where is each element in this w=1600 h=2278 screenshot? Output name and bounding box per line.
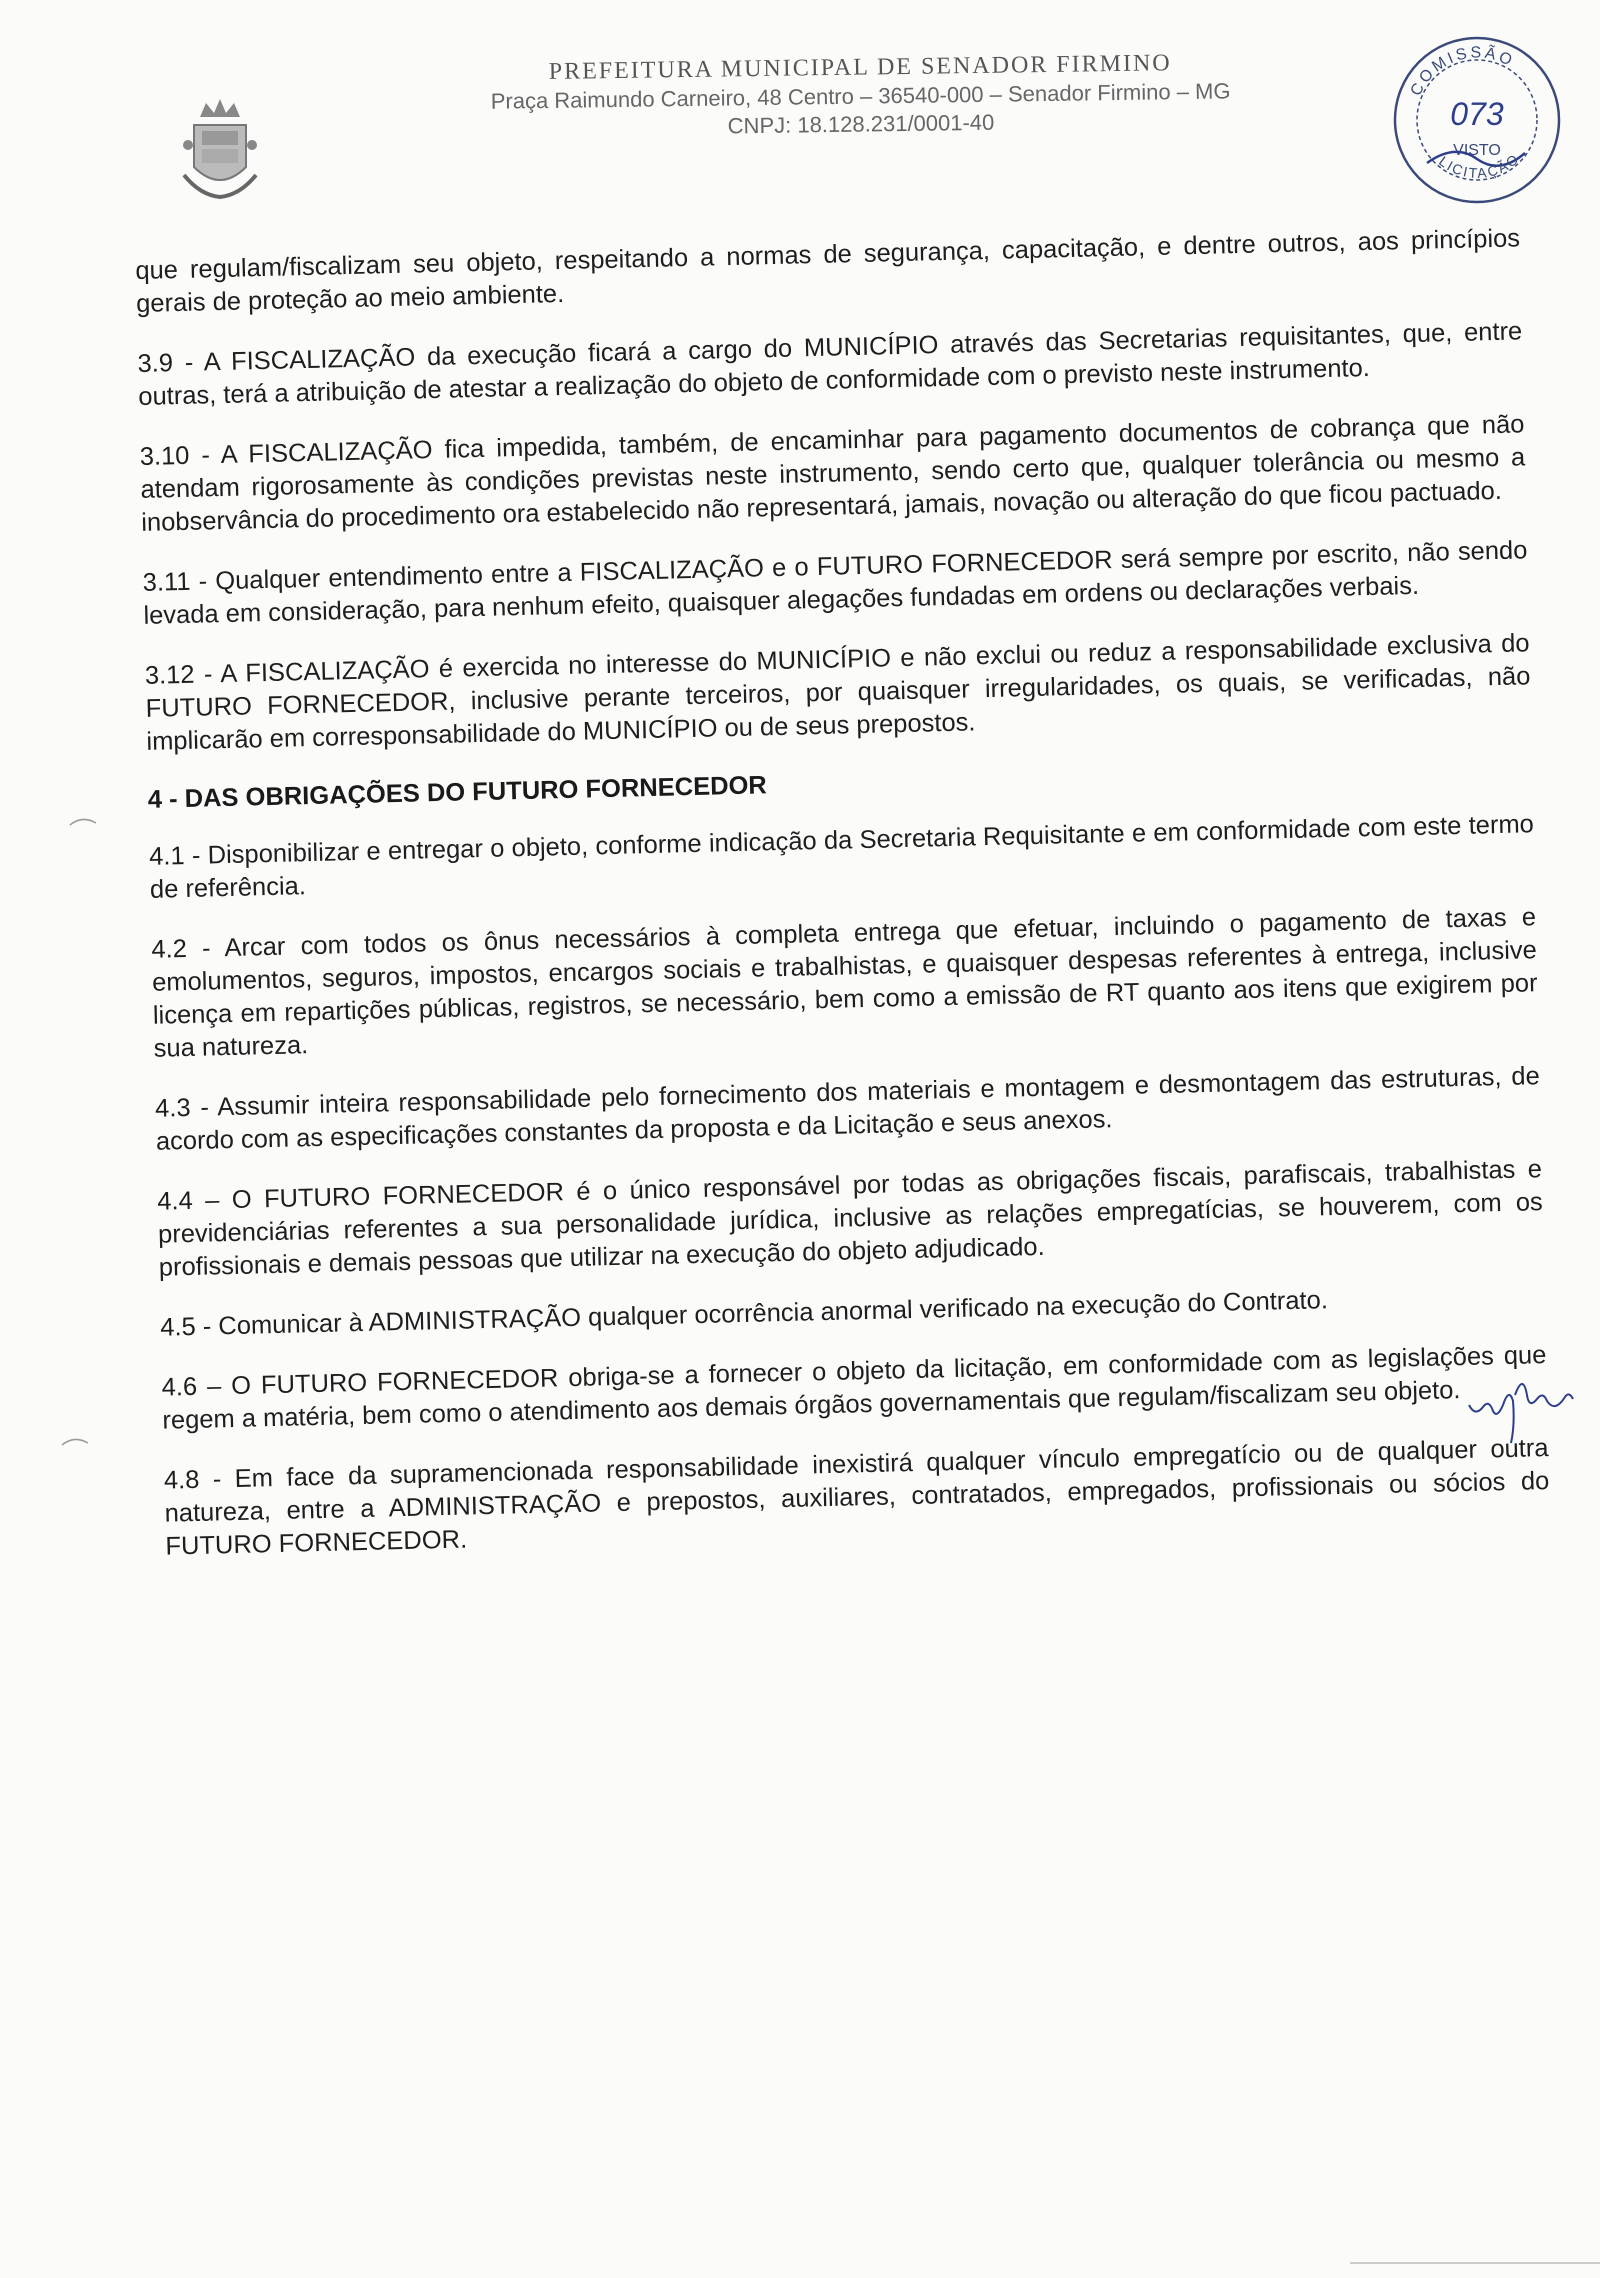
footer-rule [1350,2262,1600,2264]
clause-4-4: 4.4 – O FUTURO FORNECEDOR é o único responsável por todas as obrigações fiscais, parafiscais, trabalhistas e previdenciárias referentes a sua personalidade jurídica, inclusive as relações empregatícias, se houverem, com os profissionais e demais pessoas que utilizar na execução do objeto adjudicado. [156,1155,1544,1282]
handwritten-initials-signature [1465,1365,1575,1445]
municipality-address: Praça Raimundo Carneiro, 48 Centro – 36540-000 – Senador Firmino – MG [490,78,1231,114]
clause-4-1: 4.1 - Disponibilizar e entregar o objeto, conforme indicação da Secretaria Requisitante e em conformidade com este termo de referência. [148,810,1535,904]
municipality-cnpj: CNPJ: 18.128.231/0001-40 [727,109,995,139]
margin-tick-mark [68,815,98,827]
margin-tick-mark [60,1435,90,1447]
clause-4-8: 4.8 - Em face da supramencionada responsabilidade inexistirá qualquer vínculo empregatício ou de qualquer outra natureza, entre a ADMINISTRAÇÃO e prepostos, auxiliares, contratados, empregados, profissionais ou sócios do FUTURO FORNECEDOR. [163,1434,1550,1561]
clause-4-2: 4.2 - Arcar com todos os ônus necessários à completa entrega que efetuar, incluindo o pagamento de taxas e emolumentos, seguros, impostos, encargos sociais e trabalhistas, e quaisquer despesas referentes à entrega, inclusive licença em repartições públicas, registros, se necessário, bem como a emissão de RT quanto aos itens que exigirem por sua natureza. [151,903,1538,1063]
stamp-top-text: COMISSÃO [1407,44,1518,99]
paragraph-continuation: que regulam/fiscalizam seu objeto, respeitando a normas de segurança, capacitação, e dentre outros, aos princípios gerais de proteção ao meio ambiente. [135,224,1521,318]
commission-stamp [1385,25,1570,210]
letterhead-text [400,42,1321,146]
document-body [135,222,1551,1590]
clause-3-12: 3.12 - A FISCALIZAÇÃO é exercida no interesse do MUNICÍPIO e não exclui ou reduz a responsabilidade exclusiva do FUTURO FORNECEDOR, inclusive perante terceiros, por quaisquer irregularidades, os quais, se verificadas, não implicarão em corresponsabilidade do MUNICÍPIO ou de seus prepostos. [144,629,1531,756]
clause-3-9: 3.9 - A FISCALIZAÇÃO da execução ficará a cargo do MUNICÍPIO através das Secretarias requisitantes, que, entre outras, terá a atribuição de atestar a realização do objeto de conformidade com o previsto neste instrumento. [137,317,1523,411]
letterhead [170,50,1370,215]
municipal-coat-of-arms-icon [180,95,260,205]
clause-4-5: 4.5 - Comunicar à ADMINISTRAÇÃO qualquer ocorrência anormal verificado na execução do Contrato. [159,1286,1329,1342]
clause-3-10: 3.10 - A FISCALIZAÇÃO fica impedida, também, de encaminhar para pagamento documentos de cobrança que não atendam rigorosamente às condições previstas neste instrumento, sendo certo que, qualquer tolerância ou mesmo a inobservância do procedimento ora estabelecido não representará, jamais, novação ou alteração do que ficou pactuado. [139,410,1526,537]
svg-text:COMISSÃO [1408,42,1518,99]
municipality-name: PREFEITURA MUNICIPAL DE SENADOR FIRMINO [548,50,1172,85]
section-4-heading: 4 - DAS OBRIGAÇÕES DO FUTURO FORNECEDOR [147,771,768,814]
stamp-bottom-text: LICITAÇÃO [1436,149,1523,182]
stamp-number: 073 [1450,96,1504,132]
clause-3-11: 3.11 - Qualquer entendimento entre a FISCALIZAÇÃO e o FUTURO FORNECEDOR será sempre por escrito, não sendo levada em consideração, para nenhum efeito, quaisquer alegações fundadas em ordens ou declarações verbais. [142,536,1528,630]
clause-4-6: 4.6 – O FUTURO FORNECEDOR obriga-se a fornecer o objeto da licitação, em conformidade com as legislações que regem a matéria, bem como o atendimento aos demais órgãos governamentais que regulam/fiscalizam seu objeto. [161,1341,1547,1435]
stamp-mid-text: VISTO [1453,142,1501,159]
clause-4-3: 4.3 - Assumir inteira responsabilidade pelo fornecimento dos materiais e montagem e desmontagem das estruturas, de acordo com as especificações constantes da proposta e da Licitação e seus anexos. [154,1062,1541,1156]
